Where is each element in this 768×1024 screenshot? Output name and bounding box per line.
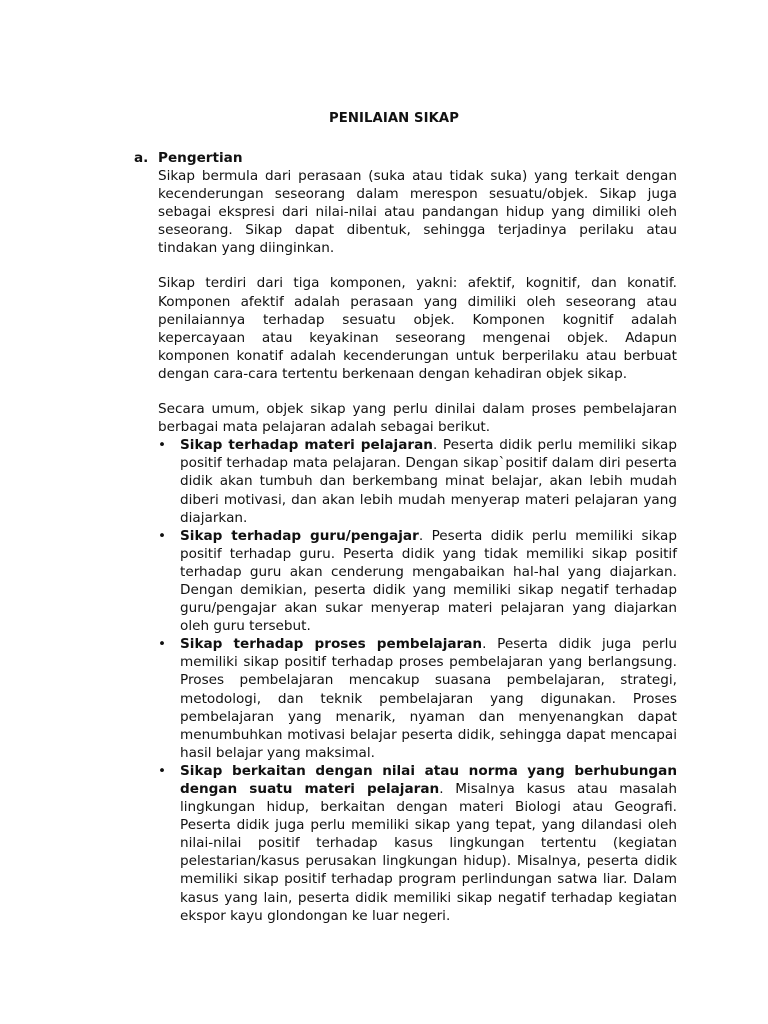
list-item-text: . Misalnya kasus atau masalah lingkungan hidup, berkaitan dengan materi Biologi atau Geografi. Peserta didik juga perlu memiliki sikap yang tepat, yang dilandasi oleh nilai-nilai positif terhadap kasus lingkungan tertentu (kegiatan pelestarian/kasus perusakan lingkungan hidup). Misalnya, peserta didik memiliki sikap positif terhadap program perlindungan satwa liar. Dalam kasus yang lain, peserta didik memiliki sikap negatif terhadap kegiatan ekspor kayu glondongan ke luar negeri. <box>180 781 677 924</box>
bullet-icon: • <box>158 527 167 544</box>
list-item <box>158 635 677 762</box>
list-item-title: Sikap terhadap proses pembelajaran <box>180 636 483 653</box>
list-item-text: . Peserta didik perlu memiliki sikap positif terhadap mata pelajaran. Dengan sikap`positif dalam diri peserta didik akan tumbuh dan berkembang minat belajar, akan lebih mudah diberi motivasi, dan akan lebih mudah menyerap materi pelajaran yang diajarkan. <box>180 437 678 526</box>
attitude-object-list <box>158 436 677 925</box>
section-heading-text: Pengertian <box>158 150 243 166</box>
paragraph-objects-intro: Secara umum, objek sikap yang perlu dinilai dalam proses pembelajaran berbagai mata pelajaran adalah sebagai berikut. <box>158 401 677 436</box>
section-content <box>158 167 677 925</box>
paragraph-definition: Sikap bermula dari perasaan (suka atau tidak suka) yang terkait dengan kecenderungan seseorang dalam merespon sesuatu/objek. Sikap juga sebagai ekspresi dari nilai-nilai atau pandangan hidup yang dimiliki oleh seseorang. Sikap dapat dibentuk, sehingga terjadinya perilaku atau tindakan yang diinginkan. <box>158 168 677 257</box>
list-item-title: Sikap terhadap guru/pengajar <box>180 527 419 544</box>
page-title: PENILAIAN SIKAP <box>329 111 459 126</box>
list-item-text: . Peserta didik juga perlu memiliki sikap positif terhadap proses pembelajaran yang berlangsung. Proses pembelajaran mencakup suasana pembelajaran, strategi, metodologi, dan teknik pembelajaran yang digunakan. Proses pembelajaran yang menarik, nyaman dan menyenangkan dapat menumbuhkan motivasi belajar peserta didik, sehingga dapat mencapai hasil belajar yang maksimal. <box>180 636 677 761</box>
list-item <box>158 762 677 925</box>
paragraph-components: Sikap terdiri dari tiga komponen, yakni: afektif, kognitif, dan konatif. Komponen afektif adalah perasaan yang dimiliki oleh seseorang atau penilaiannya terhadap sesuatu objek. Komponen kognitif adalah kepercayaan atau keyakinan seseorang mengenai objek. Adapun komponen konatif adalah kecenderungan untuk berperilaku atau berbuat dengan cara-cara tertentu berkenaan dengan kehadiran objek sikap. <box>158 275 677 382</box>
list-item-title: Sikap berkaitan dengan nilai atau norma yang berhubungan dengan suatu materi pelajaran <box>180 762 677 797</box>
list-item-text: . Peserta didik perlu memiliki sikap positif terhadap guru. Peserta didik yang tidak memiliki sikap positif terhadap guru akan cenderung mengabaikan hal-hal yang diajarkan. Dengan demikian, peserta didik yang memiliki sikap negatif terhadap guru/pengajar akan sukar menyerap materi pelajaran yang diajarkan oleh guru tersebut. <box>180 527 677 635</box>
bullet-icon: • <box>158 437 167 454</box>
list-item <box>158 436 677 526</box>
list-item-title: Sikap terhadap materi pelajaran <box>180 437 433 454</box>
list-item <box>158 527 677 636</box>
bullet-icon: • <box>158 762 167 779</box>
section-marker: a. <box>134 150 149 166</box>
bullet-icon: • <box>158 636 167 653</box>
section-pengertian <box>134 149 684 925</box>
section-heading <box>134 149 684 167</box>
